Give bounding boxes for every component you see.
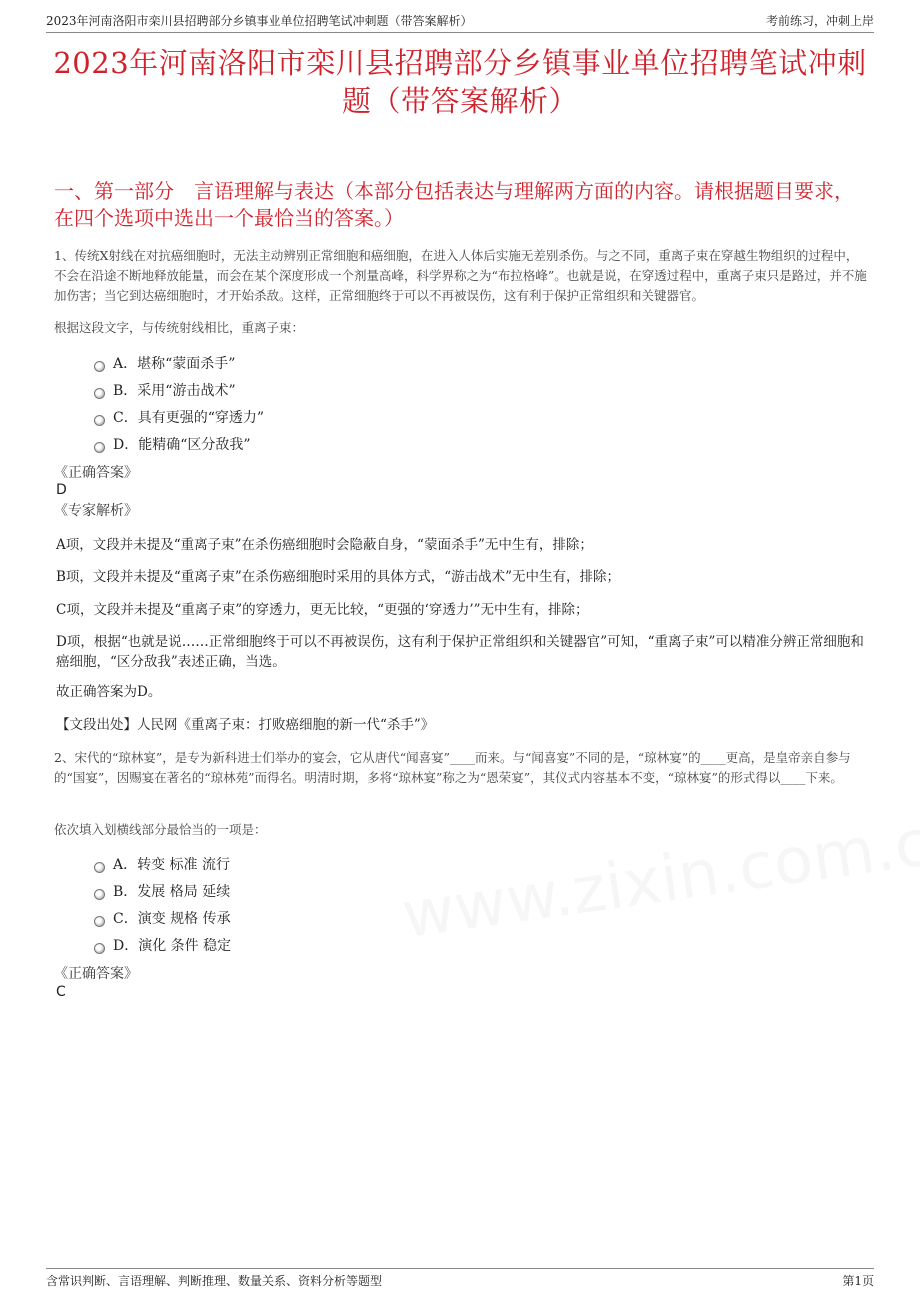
header-slogan: 考前练习，冲刺上岸	[765, 14, 874, 28]
radio-icon[interactable]	[94, 442, 105, 453]
footer-note: 含常识判断、言语理解、判断推理、数量关系、资料分析等题型	[46, 1274, 383, 1288]
page-footer	[46, 1268, 874, 1289]
radio-icon[interactable]	[94, 415, 105, 426]
document-title: 2023年河南洛阳市栾川县招聘部分乡镇事业单位招聘笔试冲刺题（带答案解析）	[53, 46, 867, 118]
question-1-stem: 1、传统X射线在对抗癌细胞时，无法主动辨别正常细胞和癌细胞，在进入人体后实施无差别杀伤。与之不同，重离子束在穿越生物组织的过程中，不会在沿途不断地释放能量，而会在某个深度形成一个剂量高峰，科学界称之为“布拉格峰”。也就是说，在穿透过程中，重离子束只是路过，并不施加伤害；当它到达癌细胞时，才开始杀敌。这样，正常细胞终于可以不再被误伤，这有利于保护正常组织和关键器官。	[54, 248, 867, 303]
section-heading: 一、第一部分 言语理解与表达（本部分包括表达与理解两方面的内容。请根据题目要求，在四个选项中选出一个最恰当的答案。）	[54, 179, 854, 230]
q1-option-d[interactable]: D．能精确“区分敌我”	[94, 435, 251, 455]
q2-answer-label: 《正确答案》	[54, 966, 138, 982]
page-header	[46, 12, 874, 33]
q2-option-a[interactable]: A．转变 标准 流行	[94, 855, 230, 875]
q1-conclusion: 故正确答案为D。	[56, 684, 162, 700]
q2-option-d[interactable]: D．演化 条件 稳定	[94, 936, 231, 956]
q2-answer: C	[56, 984, 66, 1000]
radio-icon[interactable]	[94, 388, 105, 399]
q1-analysis-a: A项，文段并未提及“重离子束”在杀伤癌细胞时会隐蔽自身，“蒙面杀手”无中生有，排除；	[56, 537, 593, 553]
q1-option-a[interactable]: A．堪称“蒙面杀手”	[94, 354, 235, 374]
q2-option-c[interactable]: C．演变 规格 传承	[94, 909, 231, 929]
radio-icon[interactable]	[94, 943, 105, 954]
question-2-prompt: 依次填入划横线部分最恰当的一项是：	[54, 822, 267, 837]
q1-option-b[interactable]: B．采用“游击战术”	[94, 381, 236, 401]
q1-analysis-label: 《专家解析》	[54, 503, 138, 519]
q1-analysis-d: D项，根据“也就是说……正常细胞终于可以不再被误伤，这有利于保护正常组织和关键器官”可知，“重离子束”可以精准分辨正常细胞和癌细胞，“区分敌我”表述正确，当选。	[56, 634, 864, 670]
q1-answer-label: 《正确答案》	[54, 465, 138, 481]
q1-answer: D	[56, 482, 67, 498]
q1-analysis-b: B项，文段并未提及“重离子束”在杀伤癌细胞时采用的具体方式，“游击战术”无中生有，排除；	[56, 569, 621, 585]
q1-analysis-c: C项，文段并未提及“重离子束”的穿透力，更无比较，“更强的‘穿透力’”无中生有，排除；	[56, 602, 589, 618]
radio-icon[interactable]	[94, 889, 105, 900]
q2-option-b[interactable]: B．发展 格局 延续	[94, 882, 230, 902]
q1-option-c[interactable]: C．具有更强的“穿透力”	[94, 408, 264, 428]
header-title: 2023年河南洛阳市栾川县招聘部分乡镇事业单位招聘笔试冲刺题（带答案解析）	[46, 14, 473, 28]
radio-icon[interactable]	[94, 916, 105, 927]
radio-icon[interactable]	[94, 862, 105, 873]
q1-source: 【文段出处】人民网《重离子束：打败癌细胞的新一代“杀手”》	[56, 717, 435, 733]
page-number: 第1页	[842, 1274, 874, 1288]
question-2-stem: 2、宋代的“琼林宴”，是专为新科进士们举办的宴会，它从唐代“闻喜宴”____而来。与“闻喜宴”不同的是，“琼林宴”的____更高，是皇帝亲自参与的“国宴”，因赐宴在著名的“琼林苑”而得名。明清时期，多将“琼林宴”称之为“恩荣宴”，其仪式内容基本不变，“琼林宴”的形式得以____下来。	[54, 750, 851, 785]
question-1-prompt: 根据这段文字，与传统射线相比，重离子束：	[54, 320, 305, 335]
radio-icon[interactable]	[94, 361, 105, 372]
